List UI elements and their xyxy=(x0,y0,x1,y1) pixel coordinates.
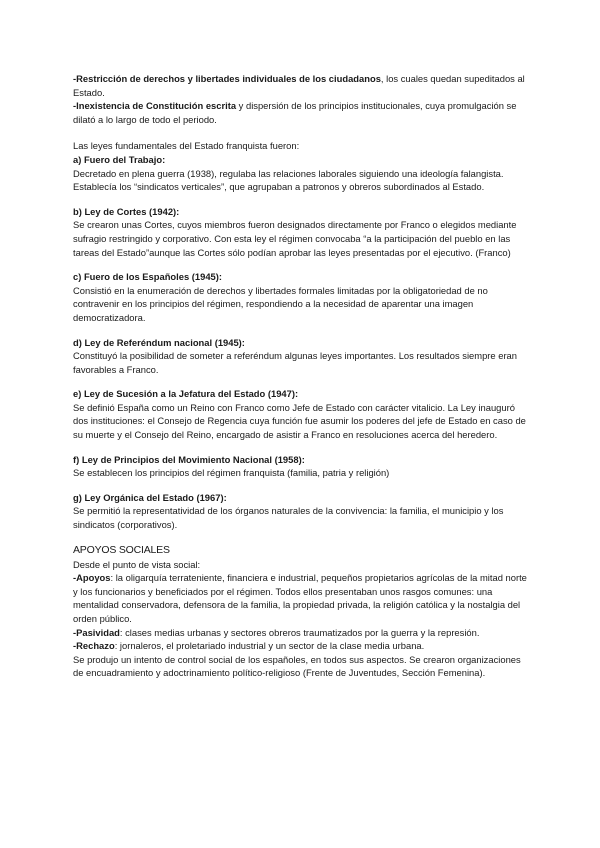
law-text-fuero-trabajo: Decretado en plena guerra (1938), regulaba las relaciones laborales siguiendo una ideología falangista. Establecía los “sindicatos verticales”, que agrupaban a patronos y obreros subordinados al Estado. xyxy=(73,167,504,193)
law-title-text: d) Ley de Referéndum nacional (1945): xyxy=(73,336,245,348)
social-closing: Se produjo un intento de control social de los españoles, en todos sus aspectos. Se crearon organizaciones de encuadramiento y adoctrinamiento político-religioso (Frente de Juventudes, Sección Femenina). xyxy=(73,653,521,679)
law-text-ley-cortes: Se crearon unas Cortes, cuyos miembros fueron designados directamente por Franco o elegidos mediante sufragio restringido y corporativo. Con esta ley el régimen convocaba “a la participación del pueblo en las tareas del Estado”aunque las Cortes sólo podían aprobar las leyes presentadas por el ejecutivo. (Franco) xyxy=(73,219,517,258)
law-title-text: c) Fuero de los Españoles (1945): xyxy=(73,271,223,283)
law-text-sucesion: Se definió España como un Reino con Franco como Jefe de Estado con carácter vitalicio. La Ley inauguró dos instituciones: el Consejo de Regencia cuya función fue asumir los poderes del jefe de Estado en caso de su muerte y el Consejo del Reino, encargado de asistir a Franco en resoluciones acerca del heredero. xyxy=(73,401,526,441)
intro-item-restriccion-text: , los cuales quedan supeditados al Estado. xyxy=(73,73,525,98)
law-title-principios xyxy=(73,453,528,467)
law-title-text: g) Ley Orgánica del Estado (1967): xyxy=(73,491,227,503)
law-title-organica xyxy=(73,491,528,505)
law-title-text: e) Ley de Sucesión a la Jefatura del Estado (1947): xyxy=(73,388,299,400)
social-apoyos-label: -Apoyos xyxy=(73,572,111,584)
intro-item-constitucion-text: y dispersión de los principios institucionales, cuya promulgación se dilató a lo largo de todo el periodo. xyxy=(73,100,517,125)
intro-item-restriccion xyxy=(73,72,528,99)
law-title-fuero-trabajo xyxy=(73,153,528,167)
social-rechazo-text: : jornaleros, el proletariado industrial y un sector de la clase media urbana. xyxy=(114,640,425,652)
laws-heading: Las leyes fundamentales del Estado franquista fueron: xyxy=(73,140,300,152)
section-title-apoyos-sociales: APOYOS SOCIALES xyxy=(73,543,170,556)
social-pasividad-text: : clases medias urbanas y sectores obreros traumatizados por la guerra y la represión. xyxy=(119,626,480,638)
social-lead: Desde el punto de vista social: xyxy=(73,558,201,570)
intro-item-restriccion-title: -Restricción de derechos y libertades individuales de los ciudadanos xyxy=(73,73,381,84)
social-pasividad xyxy=(73,626,528,640)
law-title-text: a) Fuero del Trabajo: xyxy=(73,153,166,165)
law-title-text: f) Ley de Principios del Movimiento Nacional (1958): xyxy=(73,453,305,465)
law-title-text: b) Ley de Cortes (1942): xyxy=(73,205,180,217)
law-title-fuero-espanoles xyxy=(73,270,528,284)
law-text-referendum: Constituyó la posibilidad de someter a referéndum algunas leyes importantes. Los resultados siempre eran favorables a Franco. xyxy=(73,350,517,375)
intro-item-constitucion xyxy=(73,99,528,126)
intro-item-constitucion-title: -Inexistencia de Constitución escrita xyxy=(73,100,237,112)
law-title-ley-cortes xyxy=(73,205,528,219)
social-pasividad-label: -Pasividad xyxy=(73,626,120,638)
law-title-sucesion xyxy=(73,387,528,401)
law-text-fuero-espanoles: Consistió en la enumeración de derechos y libertades formales limitadas por la obligatoriedad de no contravenir en los principios del régimen, respondiendo a la necesidad de aparentar una imagen democratizadora. xyxy=(73,284,488,323)
law-text-organica: Se permitió la representatividad de los órganos naturales de la convivencia: la familia, el municipio y los sindicatos (corporativos). xyxy=(73,505,504,531)
law-text-principios: Se establecen los principios del régimen franquista (familia, patria y religión) xyxy=(73,467,390,479)
law-title-referendum xyxy=(73,336,528,350)
social-apoyos-text: : la oligarquía terrateniente, financiera e industrial, pequeños propietarios agrícolas de la mitad norte y los funcionarios y beneficiados por el régimen. Todos ellos presentaban unos rasgos comunes: una mentalidad conservadora, defensora de la familia, la propiedad privada, la religión católica y la nostalgia del orden público. xyxy=(73,572,527,624)
social-apoyos xyxy=(73,571,528,625)
social-rechazo xyxy=(73,639,528,653)
social-rechazo-label: -Rechazo xyxy=(73,640,115,652)
